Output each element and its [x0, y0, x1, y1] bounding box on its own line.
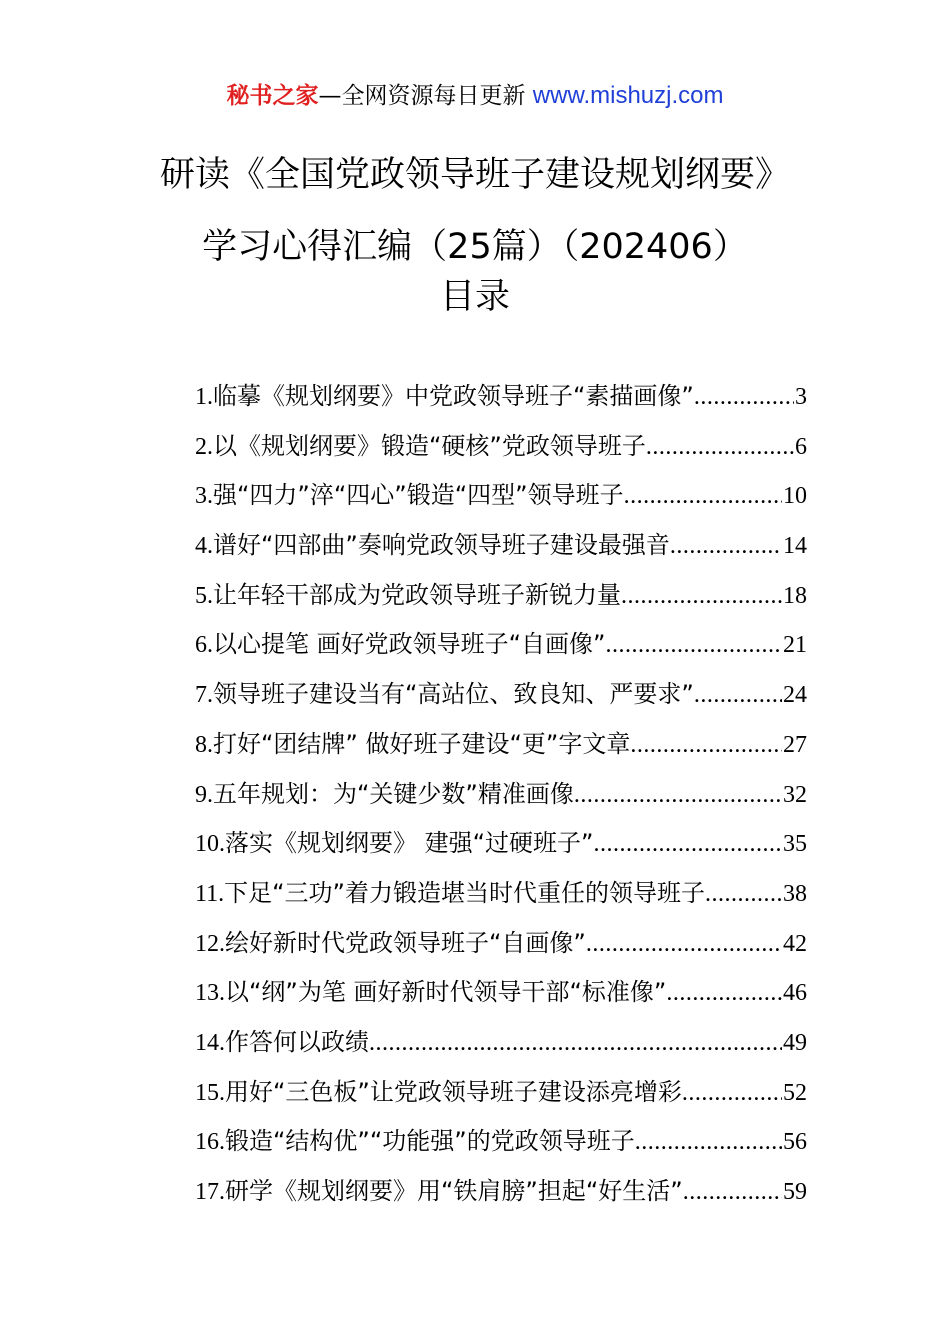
- toc-entry-number: 12.: [195, 930, 225, 957]
- toc-entry-page: 24: [783, 682, 807, 709]
- toc-leader-dots: [586, 920, 782, 969]
- toc-entry-title: 用好“三色板”让党政领导班子建设添亮增彩: [225, 1077, 682, 1106]
- toc-entry-page: 27: [783, 731, 807, 758]
- toc-entry-number: 11.: [195, 880, 225, 907]
- toc-entry-title: 以《规划纲要》锻造“硬核”党政领导班子: [213, 431, 646, 460]
- toc-leader-dots: [683, 1168, 782, 1217]
- toc-entry[interactable]: [195, 471, 807, 521]
- toc-entry[interactable]: [195, 770, 807, 820]
- toc-entry-page: 18: [783, 582, 807, 609]
- table-of-contents: [195, 372, 807, 1217]
- toc-entry-page: 49: [783, 1029, 807, 1056]
- toc-entry-title: 锻造“结构优”“功能强”的党政领导班子: [225, 1127, 635, 1156]
- toc-entry-page: 35: [783, 831, 807, 858]
- toc-entry-page: 59: [783, 1179, 807, 1205]
- toc-entry-number: 5.: [195, 582, 213, 609]
- toc-entry[interactable]: [195, 819, 807, 869]
- toc-entry-number: 13.: [195, 980, 225, 1007]
- toc-entry-title: 领导班子建设当有“高站位、致良知、严要求”: [213, 680, 694, 709]
- toc-entry[interactable]: [195, 1117, 807, 1167]
- toc-entry-title: 绘好新时代党政领导班子“自画像”: [225, 928, 586, 957]
- toc-entry-title: 落实《规划纲要》 建强“过硬班子”: [225, 829, 594, 858]
- toc-entry-page: 46: [783, 980, 807, 1007]
- toc-entry-number: 3.: [195, 483, 213, 510]
- toc-entry-page: 3: [795, 384, 807, 410]
- banner-tagline: —全网资源每日更新: [318, 83, 533, 109]
- document-title-line2: 学习心得汇编（25篇）（202406）: [202, 227, 748, 267]
- toc-entry-title: 谱好“四部曲”奏响党政领导班子建设最强音: [213, 531, 670, 560]
- toc-entry[interactable]: [195, 1068, 807, 1118]
- toc-entry-number: 4.: [195, 533, 213, 560]
- toc-leader-dots: [574, 771, 782, 820]
- toc-entry-number: 17.: [195, 1179, 225, 1205]
- toc-leader-dots: [624, 472, 782, 521]
- toc-entry-page: 42: [783, 930, 807, 957]
- toc-leader-dots: [621, 572, 782, 621]
- toc-entry-title: 打好“团结牌” 做好班子建设“更”字文章: [213, 729, 631, 758]
- toc-entry-title: 下足“三功”着力锻造堪当时代重任的领导班子: [224, 878, 705, 907]
- toc-entry-title: 以心提笔 画好党政领导班子“自画像”: [213, 630, 606, 659]
- document-title-line1: 研读《全国党政领导班子建设规划纲要》: [159, 155, 790, 195]
- toc-entry-page: 38: [783, 880, 807, 907]
- toc-leader-dots: [705, 870, 782, 919]
- site-banner: [0, 78, 950, 114]
- toc-entry-number: 14.: [195, 1029, 225, 1056]
- toc-entry-number: 9.: [195, 781, 213, 808]
- toc-entry-title: 五年规划：为“关键少数”精准画像: [213, 779, 574, 808]
- toc-entry-page: 6: [795, 433, 807, 460]
- toc-entry[interactable]: [195, 521, 807, 571]
- toc-entry[interactable]: [195, 670, 807, 720]
- toc-entry-title: 研学《规划纲要》用“铁肩膀”担起“好生活”: [225, 1177, 683, 1205]
- toc-entry-title: 让年轻干部成为党政领导班子新锐力量: [213, 580, 621, 609]
- toc-entry[interactable]: [195, 571, 807, 621]
- toc-entry-number: 2.: [195, 433, 213, 460]
- toc-entry-number: 16.: [195, 1129, 225, 1156]
- toc-entry-page: 56: [783, 1129, 807, 1156]
- toc-leader-dots: [635, 1118, 782, 1167]
- toc-entry-number: 7.: [195, 682, 213, 709]
- toc-leader-dots: [594, 820, 783, 869]
- toc-entry[interactable]: [195, 968, 807, 1018]
- toc-entry-title: 以“纲”为笔 画好新时代领导干部“标准像”: [225, 978, 667, 1007]
- toc-entry-title: 临摹《规划纲要》中党政领导班子“素描画像”: [213, 382, 694, 410]
- toc-entry[interactable]: [195, 1018, 807, 1068]
- toc-entry-number: 6.: [195, 632, 213, 659]
- site-url-link[interactable]: www.mishuzj.com: [532, 82, 724, 109]
- brand-name: 秘书之家: [226, 83, 319, 109]
- toc-leader-dots: [694, 373, 794, 422]
- toc-entry-number: 8.: [195, 731, 213, 758]
- toc-leader-dots: [630, 721, 782, 770]
- toc-entry-page: 52: [783, 1079, 807, 1106]
- toc-leader-dots: [670, 522, 782, 571]
- toc-entry-title: 强“四力”淬“四心”锻造“四型”领导班子: [213, 481, 624, 510]
- toc-entry-number: 1.: [195, 384, 213, 410]
- toc-entry-page: 21: [783, 632, 807, 659]
- toc-heading: 目录: [439, 277, 510, 317]
- toc-entry-number: 10.: [195, 831, 225, 858]
- toc-leader-dots: [694, 671, 782, 720]
- toc-entry[interactable]: [195, 372, 807, 422]
- toc-entry[interactable]: [195, 869, 807, 919]
- toc-entry[interactable]: [195, 620, 807, 670]
- toc-leader-dots: [606, 621, 783, 670]
- toc-entry[interactable]: [195, 422, 807, 472]
- toc-entry-page: 14: [783, 533, 807, 560]
- toc-entry[interactable]: [195, 1167, 807, 1217]
- toc-leader-dots: [682, 1069, 782, 1118]
- toc-leader-dots: [646, 423, 794, 472]
- toc-entry-page: 10: [783, 483, 807, 510]
- toc-entry[interactable]: [195, 919, 807, 969]
- toc-entry-number: 15.: [195, 1079, 225, 1106]
- toc-entry-title: 作答何以政绩: [225, 1027, 369, 1056]
- toc-leader-dots: [666, 969, 782, 1018]
- toc-entry[interactable]: [195, 720, 807, 770]
- toc-leader-dots: [369, 1019, 782, 1068]
- toc-entry-page: 32: [783, 781, 807, 808]
